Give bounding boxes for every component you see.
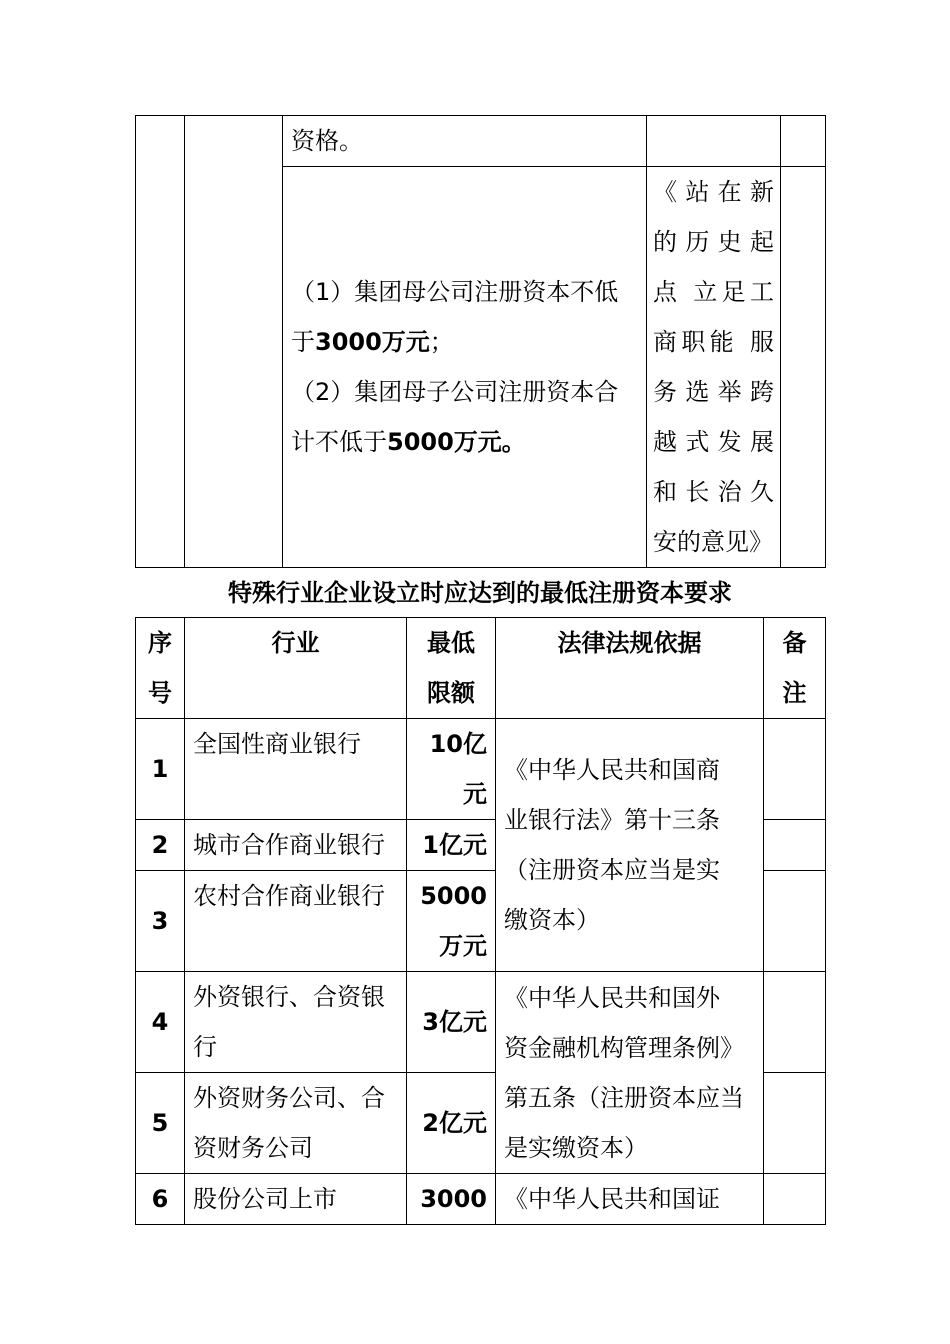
requirement-cell	[283, 167, 647, 568]
basis-line: 越式发展	[653, 428, 774, 456]
requirement-cell	[283, 116, 647, 167]
industry-cell: 全国性商业银行	[185, 719, 407, 820]
table-row	[136, 719, 826, 820]
header-row	[136, 618, 826, 719]
basis-cell	[496, 972, 764, 1174]
basis-cell	[647, 116, 781, 167]
industry-cell: 股份公司上市	[185, 1174, 407, 1225]
amount-cell: 3000	[407, 1174, 496, 1225]
basis-line: 务选举跨	[653, 378, 774, 406]
amount-cell: 3亿元	[407, 972, 496, 1073]
basis-line: 安的意见》	[653, 528, 773, 556]
amount-cell: 2亿元	[407, 1073, 496, 1174]
capital-requirements-table	[135, 617, 826, 1225]
basis-line: 点 立足工	[653, 278, 774, 306]
industry-cell: 外资银行、合资银 行	[185, 972, 407, 1073]
remark-cell	[764, 871, 826, 972]
header-basis: 法律法规依据	[496, 618, 764, 719]
basis-line: 缴资本）	[504, 906, 600, 934]
industry-cell	[185, 116, 283, 568]
seq-cell: 6	[136, 1174, 185, 1225]
basis-line: （注册资本应当是实	[504, 856, 720, 884]
requirement-line: 计不低于5000万元。	[291, 428, 526, 456]
header-industry: 行业	[185, 618, 407, 719]
requirement-line: 于3000万元；	[291, 328, 454, 356]
seq-cell: 1	[136, 719, 185, 820]
requirement-line: （1）集团母公司注册资本不低	[291, 278, 619, 306]
basis-line: 《站在新	[653, 178, 774, 206]
table-row	[136, 972, 826, 1073]
remark-cell	[781, 167, 826, 568]
requirement-text: 资格。	[291, 127, 363, 155]
basis-line: 的历史起	[653, 228, 774, 256]
industry-cell: 城市合作商业银行	[185, 820, 407, 871]
remark-cell	[764, 972, 826, 1073]
basis-line: 资金融机构管理条例》	[504, 1033, 744, 1062]
remark-cell	[781, 116, 826, 167]
header-remark: 备 注	[764, 618, 826, 719]
amount-cell: 1亿元	[407, 820, 496, 871]
seq-cell	[136, 116, 185, 568]
basis-line: 第五条（注册资本应当	[504, 1083, 744, 1112]
seq-cell: 5	[136, 1073, 185, 1174]
amount-cell: 5000 万元	[407, 871, 496, 972]
continuation-table	[135, 115, 826, 568]
basis-cell	[647, 167, 781, 568]
remark-cell	[764, 1174, 826, 1225]
seq-cell: 2	[136, 820, 185, 871]
amount-cell: 10亿 元	[407, 719, 496, 820]
table-title: 特殊行业企业设立时应达到的最低注册资本要求	[228, 579, 732, 607]
basis-line: 业银行法》第十三条	[504, 806, 720, 834]
header-seq: 序 号	[136, 618, 185, 719]
header-min-amount: 最低 限额	[407, 618, 496, 719]
industry-cell: 外资财务公司、合 资财务公司	[185, 1073, 407, 1174]
basis-line: 《中华人民共和国外	[504, 983, 720, 1012]
requirement-line: （2）集团母子公司注册资本合	[291, 378, 619, 406]
basis-line: 和长治久	[653, 478, 774, 506]
basis-cell	[496, 1174, 764, 1225]
seq-cell: 4	[136, 972, 185, 1073]
basis-line: 商职能 服	[653, 328, 774, 356]
basis-cell	[496, 719, 764, 972]
basis-line: 《中华人民共和国商	[504, 756, 720, 784]
remark-cell	[764, 1073, 826, 1174]
industry-cell: 农村合作商业银行	[185, 871, 407, 972]
table-row	[136, 1174, 826, 1225]
remark-cell	[764, 820, 826, 871]
basis-line: 是实缴资本）	[504, 1133, 648, 1162]
seq-cell: 3	[136, 871, 185, 972]
basis-line: 《中华人民共和国证	[504, 1185, 720, 1213]
remark-cell	[764, 719, 826, 820]
